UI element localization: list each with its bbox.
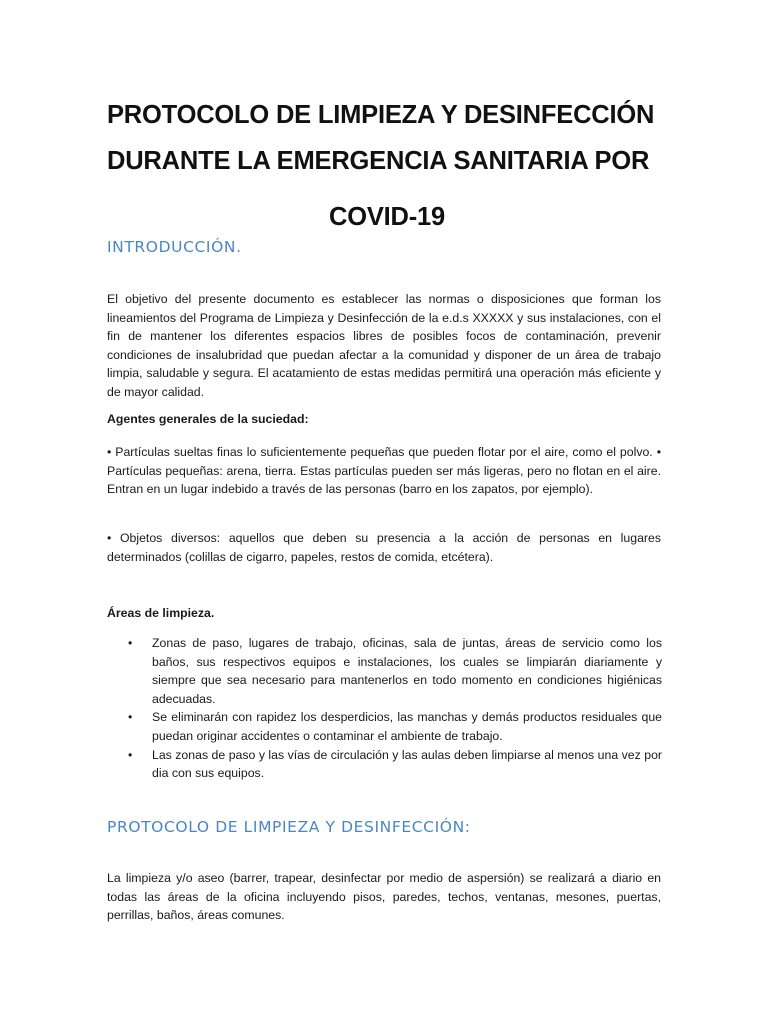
title-line-1: PROTOCOLO DE LIMPIEZA Y DESINFECCIÓN bbox=[107, 101, 655, 129]
agents-heading: Agentes generales de la suciedad: bbox=[107, 412, 309, 426]
agents-paragraph-1: • Partículas sueltas finas lo suficientemente pequeñas que pueden flotar por el aire, como el polvo. • Partículas pequeñas: arena, tierra. Estas partículas pueden ser más ligeras, pero no flotan en el aire. Entran en un lugar indebido a través de las personas (barro en los zapatos, por ejemplo). bbox=[107, 445, 661, 497]
list-item bbox=[126, 746, 662, 783]
title-line-2: DURANTE LA EMERGENCIA SANITARIA POR bbox=[107, 147, 650, 175]
protocol-paragraph: La limpieza y/o aseo (barrer, trapear, desinfectar por medio de aspersión) se realizará a diario en todas las áreas de la oficina incluyendo pisos, paredes, techos, ventanas, mesones, puertas, perrillas, baños, áreas comunes. bbox=[107, 871, 661, 923]
bullet-icon: • bbox=[128, 636, 133, 650]
list-item bbox=[126, 708, 662, 745]
list-item-text: Las zonas de paso y las vías de circulación y las aulas deben limpiarse al menos una vez por dia con sus equipos. bbox=[152, 747, 662, 781]
list-item bbox=[126, 634, 662, 708]
areas-heading: Áreas de limpieza. bbox=[107, 606, 215, 620]
list-item-text: Zonas de paso, lugares de trabajo, oficinas, sala de juntas, áreas de servicio como los baños, sus respectivos equipos e instalaciones, los cuales se limpiarán diariamente y siempre que sea necesario para mantenerlos en todo momento en condiciones higiénicas adecuadas. bbox=[152, 636, 662, 706]
intro-paragraph: El objetivo del presente documento es establecer las normas o disposiciones que forman los lineamientos del Programa de Limpieza y Desinfección de la e.d.s XXXXX y sus instalaciones, con el fin de mantener los diferentes espacios libres de posibles focos de contaminación, prevenir condiciones de insalubridad que puedan afectar a la comunidad y disponer de un área de trabajo limpia, saludable y segura. El acatamiento de estas medidas permitirá una operación más eficiente y de mayor calidad. bbox=[107, 292, 661, 399]
document-title bbox=[107, 92, 667, 240]
list-item-text: Se eliminarán con rapidez los desperdicios, las manchas y demás productos residuales que puedan originar accidentes o contaminar el ambiente de trabajo. bbox=[152, 710, 662, 743]
agents-paragraph-2: • Objetos diversos: aquellos que deben su presencia a la acción de personas en lugares determinados (colillas de cigarro, papeles, restos de comida, etcétera). bbox=[107, 531, 661, 564]
areas-list bbox=[126, 634, 662, 783]
intro-heading: INTRODUCCIÓN. bbox=[107, 238, 242, 256]
title-line-3: COVID-19 bbox=[328, 203, 445, 231]
bullet-icon: • bbox=[128, 710, 133, 725]
protocol-heading: PROTOCOLO DE LIMPIEZA Y DESINFECCIÓN: bbox=[107, 818, 471, 836]
bullet-icon: • bbox=[128, 747, 133, 762]
